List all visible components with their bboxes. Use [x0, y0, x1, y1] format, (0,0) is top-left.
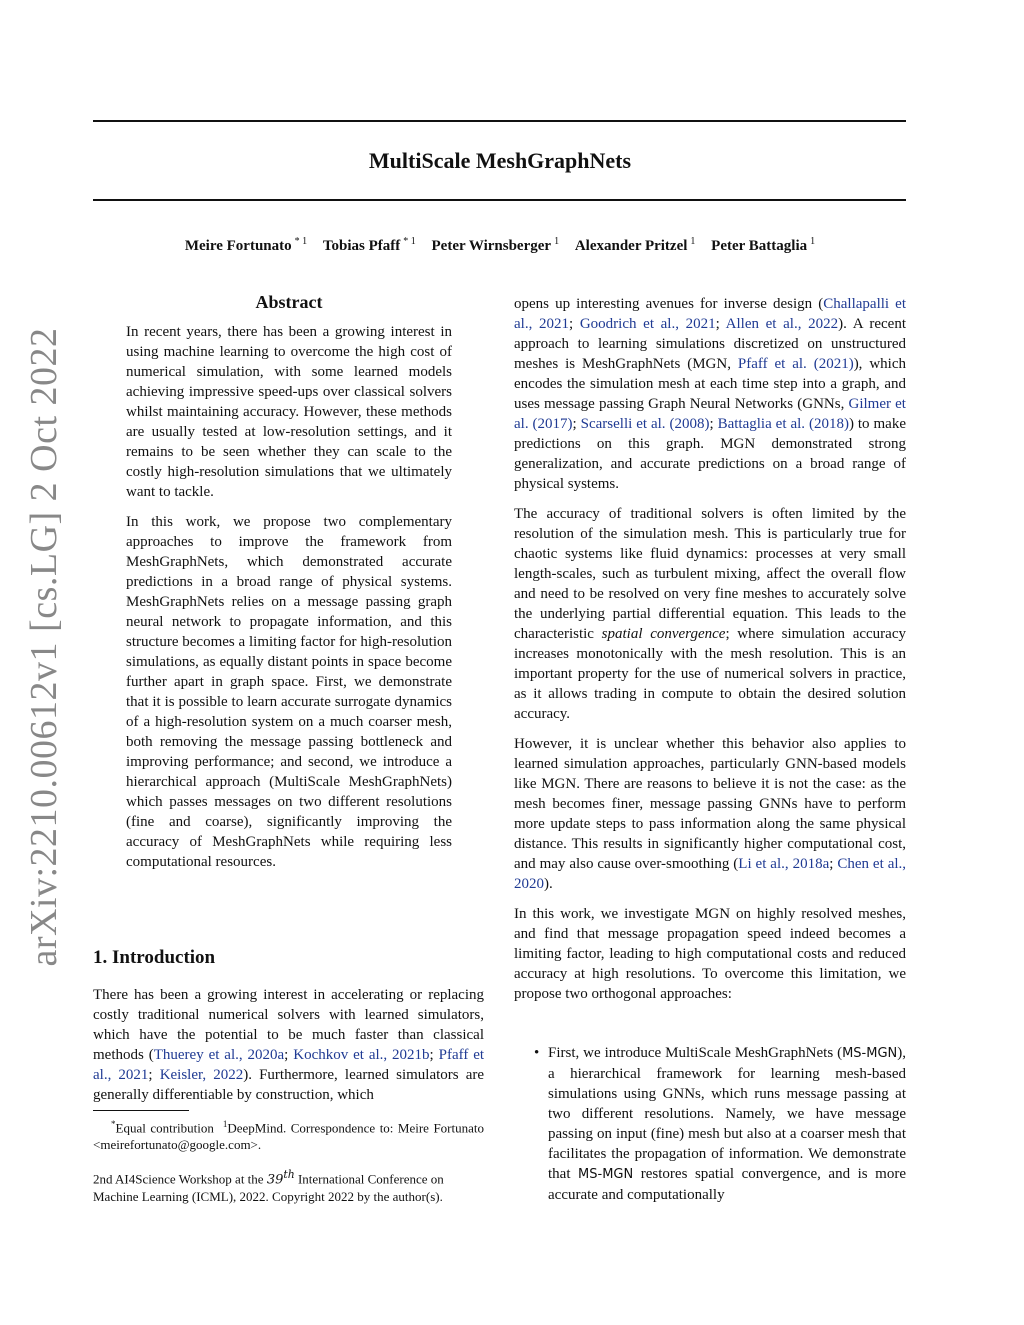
citation-link[interactable]: Chen et al., 2020: [514, 856, 907, 892]
author: Peter Battaglia $^1$: [711, 236, 816, 254]
body-paragraph: However, it is unclear whether this behavior also applies to learned simulation approaches, particularly GNN-based models like MGN. There are reasons to believe it is not the case: as the mesh becomes finer, message passing GNNs have to perform more update steps to pass information along the same physical distance. This results in significantly higher computational cost, and may also cause over-smoothing (Li et al., 2018a; Chen et al., 2020).: [514, 736, 907, 892]
author: Meire Fortunato $^{* 1}$: [184, 236, 308, 254]
arxiv-identifier: arXiv:2210.00612v1 [cs.LG] 2 Oct 2022: [23, 327, 65, 967]
citation-link[interactable]: Scarselli et al. (2008): [580, 416, 710, 432]
body-paragraph: The accuracy of traditional solvers is often limited by the resolution of the simulation mesh. This is particularly true for chaotic systems like fluid dynamics: processes at very small length-scales, such as turbulent mixing, affect the overall flow and need to be resolved on very fine meshes to accurately solve the underlying partial differential equation. This leads to the characteristic spatial convergence; where simulation accuracy increases monotonically with the mesh resolution. This is an important property for the use of numerical solvers in practice, as it allows trading in compute to obtain the desired solution accuracy.: [514, 506, 906, 722]
introduction-paragraph: There has been a growing interest in accelerating or replacing costly traditional numerical solvers with learned simulators, which have the potential to be much faster than classical methods (Thuerey et al., 2020a; Kochkov et al., 2021b; Pfaff et al., 2021; Keisler, 2022). Furthermore, learned simulators are generally differentiable by construction, which: [93, 987, 485, 1103]
citation-link[interactable]: Li et al., 2018a: [738, 856, 830, 872]
introduction-heading: 1. Introduction: [93, 947, 216, 968]
title-top-rule: [93, 120, 906, 122]
citation-link[interactable]: Battaglia et al. (2018): [717, 416, 849, 432]
citation-link[interactable]: Gilmer et al. (2017): [514, 396, 906, 432]
body-paragraph: In this work, we investigate MGN on highly resolved meshes, and find that message propagation speed indeed becomes a limiting factor, leading to high computational costs and reduced accuracy at high resolutions. To overcome this limitation, we propose two orthogonal approaches:: [514, 906, 906, 1002]
bullet-marker: •: [534, 1045, 540, 1061]
citation-link[interactable]: Pfaff et al., 2021: [93, 1047, 485, 1083]
abstract-heading: Abstract: [255, 292, 323, 312]
citation-link[interactable]: Pfaff et al. (2021): [737, 356, 854, 372]
abstract-body: [126, 322, 452, 882]
paper-title: MultiScale MeshGraphNets: [368, 148, 632, 173]
citation-link[interactable]: Allen et al., 2022: [725, 316, 839, 332]
author: Alexander Pritzel $^1$: [574, 236, 696, 254]
author: Peter Wirnsberger $^1$: [431, 236, 560, 254]
title-bottom-rule: [93, 199, 906, 201]
footnote: *Equal contribution $^1$DeepMind. Correspondence to: Meire Fortunato <meirefortunato@google.com>.: [93, 1119, 485, 1153]
author: Tobias Pfaff $^{* 1}$: [322, 236, 416, 254]
right-column: [514, 294, 906, 1014]
abstract-paragraph: In this work, we propose two complementary approaches to improve the framework from MeshGraphNets, which demonstrated accurate predictions in a broad range of physical systems. MeshGraphNets relies on a message passing graph neural network to propagate information, and this structure becomes a limiting factor for high-resolution simulations, as equally distant points in space become further apart in graph space. First, we demonstrate that it is possible to learn accurate surrogate dynamics of a high-resolution system on a much coarser mesh, both removing the message passing bottleneck and improving performance; and second, we introduce a hierarchical approach (MultiScale MeshGraphNets) which passes messages on two different resolutions (fine and coarse), significantly improving the accuracy of MeshGraphNets while requiring less computational resources.: [126, 514, 452, 870]
citation-link[interactable]: Kochkov et al., 2021b: [293, 1047, 430, 1063]
abstract-paragraph: In recent years, there has been a growing interest in using machine learning to overcome the high cost of numerical simulation, with some learned models achieving impressive speed-ups over classical solvers whilst maintaining accuracy. However, these methods are usually tested at low-resolution settings, and it remains to be seen whether they can scale to the costly high-resolution simulations that we ultimately want to tackle.: [126, 324, 452, 500]
body-paragraph: opens up interesting avenues for inverse design (Challapalli et al., 2021; Goodrich et al., 2021; Allen et al., 2022). A recent approach to learning simulations discretized on unstructured meshes is MeshGraphNets (MGN, Pfaff et al. (2021)), which encodes the simulation mesh at each time step into a graph, and uses message passing Graph Neural Networks (GNNs, Gilmer et al. (2017); Scarselli et al. (2008); Battaglia et al. (2018)) to make predictions on this graph. MGN demonstrated strong generalization, and accurate predictions on a broad range of physical systems.: [514, 296, 907, 492]
footnote-rule: [93, 1110, 189, 1111]
citation-link[interactable]: Thuerey et al., 2020a: [153, 1047, 285, 1063]
citation-link[interactable]: Goodrich et al., 2021: [579, 316, 716, 332]
citation-link[interactable]: Challapalli et al., 2021: [514, 296, 907, 332]
citation-link[interactable]: Keisler, 2022: [159, 1067, 244, 1083]
author-list: [0, 236, 1000, 255]
workshop-note: 2nd AI4Science Workshop at the 39th International Conference on Machine Learning (ICML), 2022. Copyright 2022 by the author(s).: [93, 1168, 444, 1205]
bullet-item: • First, we introduce MultiScale MeshGraphNets (MS-MGN), a hierarchical framework for learning mesh-based simulations using GNNs, which runs message passing at two different resolutions. Namely, we have message passing on input (fine) mesh but also at a coarser mesh that facilitates the propagation of information. We demonstrate that MS-MGN restores spatial convergence, and is more accurate and computationally: [534, 1045, 906, 1203]
